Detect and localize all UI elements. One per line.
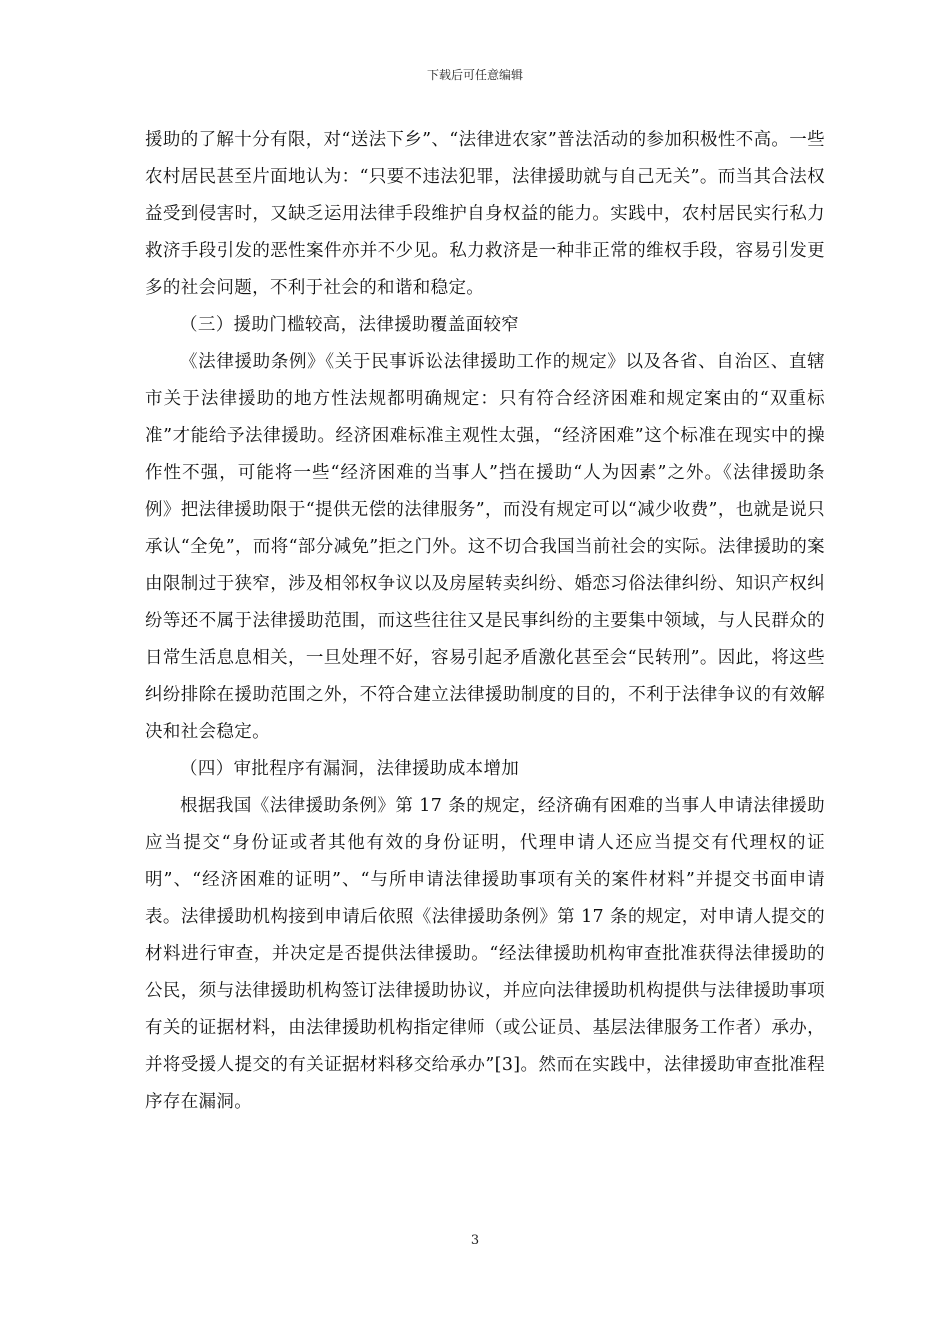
section-heading-4: （四）审批程序有漏洞，法律援助成本增加 [180,759,520,779]
paragraph-threshold: 《法律援助条例》《关于民事诉讼法律援助工作的规定》以及各省、自治区、直辖市关于法律援助的地方性法规都明确规定：只有符合经济困难和规定案由的“双重标准”才能给予法律援助。经济困难标准主观性太强，“经济困难”这个标准在现实中的操作性不强，可能将一些“经济困难的当事人”挡在援助“人为因素”之外。《法律援助条例》把法律援助限于“提供无偿的法律服务”，而没有规定可以“减少收费”，也就是说只承认“全免”，而将“部分减免”拒之门外。这不切合我国当前社会的实际。法律援助的案由限制过于狭窄，涉及相邻权争议以及房屋转卖纠纷、婚恋习俗法律纠纷、知识产权纠纷等还不属于法律援助范围，而这些往往又是民事纠纷的主要集中领域，与人民群众的日常生活息息相关，一旦处理不好，容易引起矛盾激化甚至会“民转刑”。因此，将这些纠纷排除在援助范围之外，不符合建立法律援助制度的目的，不利于法律争议的有效解决和社会稳定。 [145,352,825,742]
page-number: 3 [470,1233,480,1248]
paragraph-approval: 根据我国《法律援助条例》第 17 条的规定，经济确有困难的当事人申请法律援助应当提交“身份证或者其他有效的身份证明，代理申请人还应当提交有代理权的证明”、“经济困难的证明”、“与所申请法律援助事项有关的案件材料”并提交书面申请表。法律援助机构接到申请后依照《法律援助条例》第 17 条的规定，对申请人提交的材料进行审查，并决定是否提供法律援助。“经法律援助机构审查批准获得法律援助的公民，须与法律援助机构签订法律援助协议，并应向法律援助机构提供与法律援助事项有关的证据材料，由法律援助机构指定律师（或公证员、基层法律服务工作者）承办，并将受援人提交的有关证据材料移交给承办”[3]。然而在实践中，法律援助审查批准程序存在漏洞。 [145,796,825,1112]
paragraph-continuation: 援助的了解十分有限，对“送法下乡”、“法律进农家”普法活动的参加积极性不高。一些农村居民甚至片面地认为：“只要不违法犯罪，法律援助就与自己无关”。而当其合法权益受到侵害时，又缺乏运用法律手段维护自身权益的能力。实践中，农村居民实行私力救济手段引发的恶性案件亦并不少见。私力救济是一种非正常的维权手段，容易引发更多的社会问题，不利于社会的和谐和稳定。 [145,130,825,298]
section-heading-3: （三）援助门槛较高，法律援助覆盖面较窄 [180,315,520,335]
document-body [145,122,825,1121]
page-header: 下载后可任意编辑 [426,68,523,82]
